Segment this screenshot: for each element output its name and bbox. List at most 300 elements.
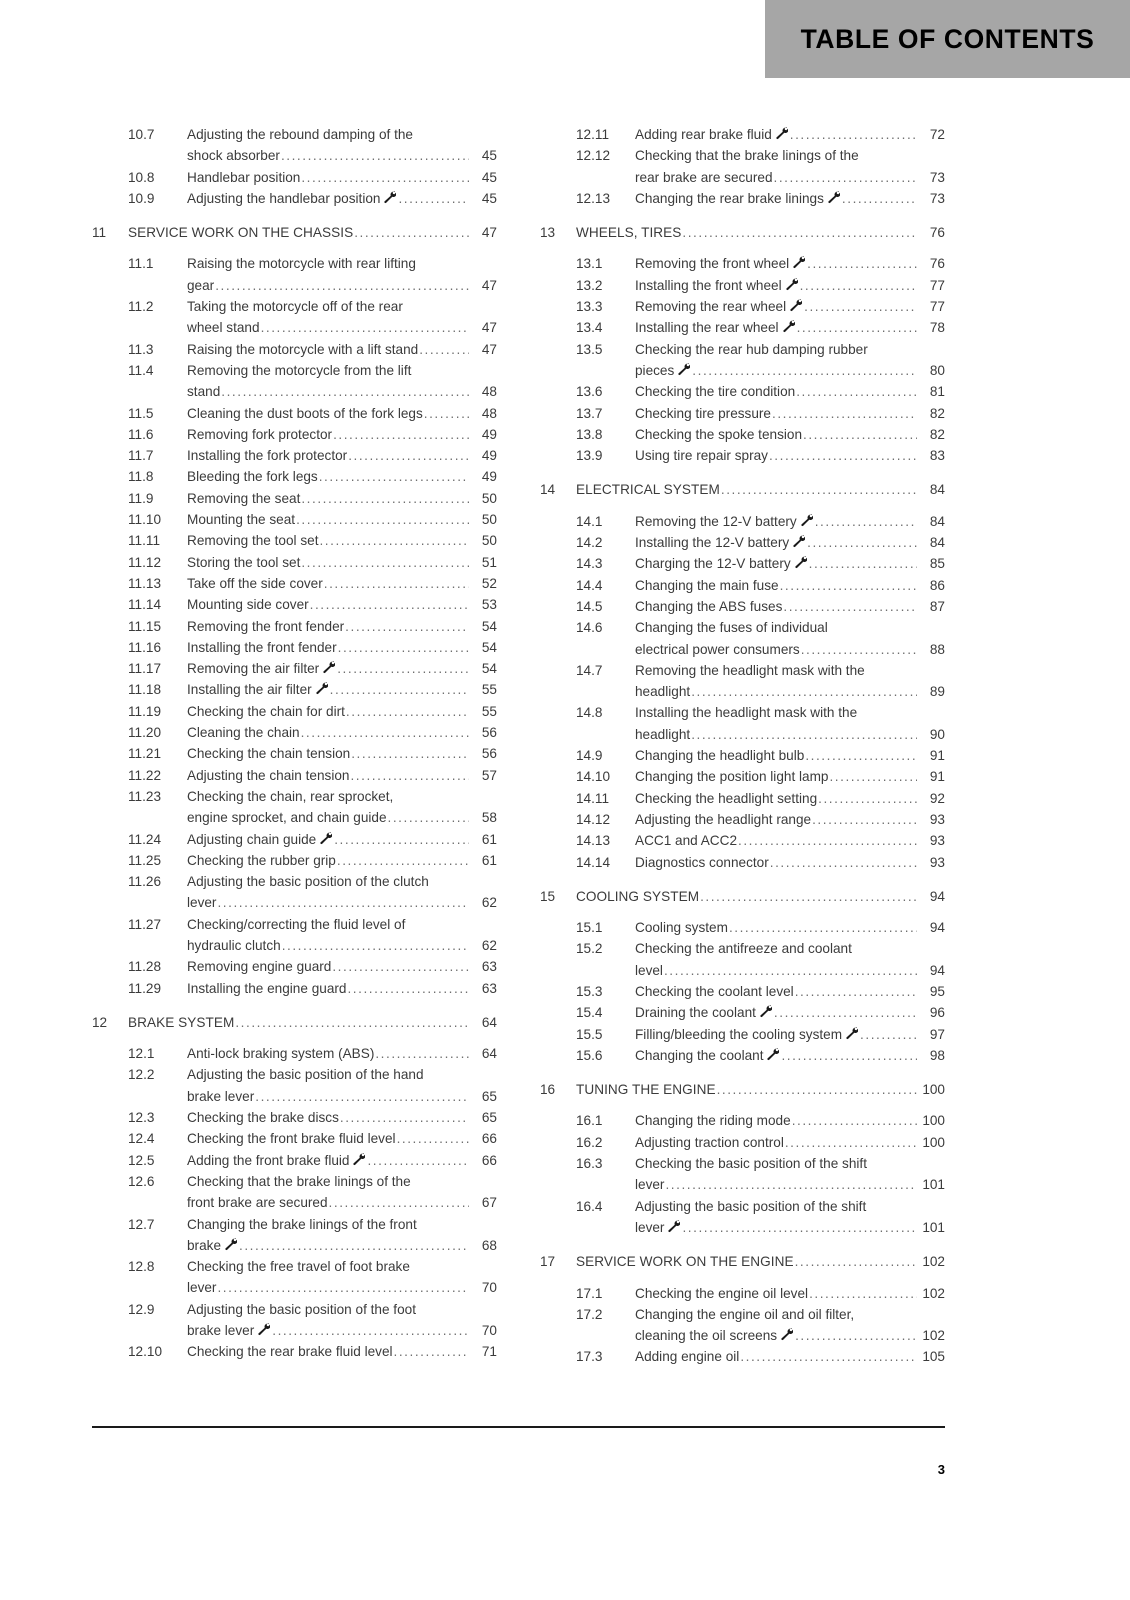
dot-leader (783, 596, 917, 617)
toc-section-entry[interactable] (92, 488, 497, 509)
dot-leader (774, 167, 917, 188)
toc-page-number: 72 (929, 127, 945, 142)
toc-entry-line (635, 511, 945, 532)
toc-entry-number: 15.5 (576, 1026, 603, 1042)
toc-section-entry[interactable] (540, 1304, 945, 1347)
toc-section-entry[interactable] (540, 1346, 945, 1367)
toc-entry-line (187, 850, 497, 871)
toc-entry-line (187, 488, 497, 509)
toc-page-number: 94 (929, 888, 945, 904)
toc-entry-line (187, 871, 497, 892)
toc-section-entry[interactable] (92, 616, 497, 637)
dot-leader (221, 381, 469, 402)
toc-section-entry[interactable] (540, 660, 945, 703)
toc-page-number: 82 (929, 405, 945, 421)
toc-entry-body (187, 124, 497, 167)
toc-page-number: 85 (929, 556, 945, 572)
toc-section-entry[interactable] (540, 788, 945, 809)
toc-section-entry[interactable] (92, 1171, 497, 1214)
toc-entry-line (635, 1153, 945, 1174)
toc-section-entry[interactable] (540, 1283, 945, 1304)
toc-entry-number: 13.9 (576, 448, 603, 464)
toc-entry-title: Raising the motorcycle with a lift stand (187, 341, 419, 357)
dot-leader (815, 511, 917, 532)
toc-chapter-entry[interactable] (540, 1079, 945, 1100)
toc-page-number: 94 (929, 962, 945, 978)
toc-page-number: 76 (929, 225, 945, 241)
dot-leader (792, 1110, 917, 1131)
toc-section-entry[interactable] (92, 914, 497, 957)
toc-section-entry[interactable] (540, 1196, 945, 1239)
toc-section-entry[interactable] (92, 722, 497, 743)
toc-section-entry[interactable] (540, 424, 945, 445)
toc-section-entry[interactable] (540, 981, 945, 1002)
toc-entry-body (635, 745, 945, 766)
toc-section-entry[interactable] (540, 830, 945, 851)
wrench-icon (845, 1027, 858, 1040)
toc-entry-number: 14.9 (576, 748, 603, 764)
toc-section-entry[interactable] (92, 552, 497, 573)
toc-entry-number: 17.3 (576, 1349, 603, 1365)
wrench-icon (322, 661, 335, 674)
toc-entry-number: 13.3 (576, 299, 603, 315)
wrench-icon (677, 363, 690, 376)
toc-entry-body (187, 1107, 497, 1128)
toc-entry-body (635, 381, 945, 402)
toc-page-number: 73 (929, 190, 945, 206)
dot-leader (809, 553, 917, 574)
toc-entry-number: 11.17 (128, 661, 162, 677)
toc-entry-number: 11.20 (128, 725, 162, 741)
toc-entry-title: lever (635, 1177, 665, 1193)
toc-entry-body (635, 1110, 945, 1131)
toc-section-entry[interactable] (92, 360, 497, 403)
toc-section-entry[interactable] (540, 766, 945, 787)
toc-entry-line (128, 1012, 497, 1033)
dot-leader (801, 639, 917, 660)
toc-section-entry[interactable] (92, 1043, 497, 1064)
toc-section-entry[interactable] (540, 1110, 945, 1131)
dot-leader (842, 188, 917, 209)
dot-leader (354, 222, 469, 243)
toc-entry-line (635, 1217, 945, 1238)
toc-section-entry[interactable] (540, 381, 945, 402)
toc-entry-line (187, 1320, 497, 1341)
toc-entry-body (635, 981, 945, 1002)
dot-leader (348, 445, 469, 466)
toc-section-entry[interactable] (92, 1128, 497, 1149)
toc-entry-line (576, 886, 945, 907)
wrench-icon (383, 191, 396, 204)
toc-entry-number: 11.21 (128, 746, 162, 762)
toc-entry-body (187, 296, 497, 339)
toc-section-entry[interactable] (92, 743, 497, 764)
toc-page-number: 56 (481, 725, 497, 741)
toc-entry-title: Changing the rear brake linings (635, 190, 824, 206)
toc-section-entry[interactable] (92, 871, 497, 914)
toc-section-entry[interactable] (540, 145, 945, 188)
toc-entry-title: cleaning the oil screens (635, 1328, 778, 1344)
toc-entry-line (187, 360, 497, 381)
toc-entry-line (187, 552, 497, 573)
toc-chapter-entry[interactable] (92, 1012, 497, 1033)
toc-entry-number: 11.1 (128, 256, 154, 272)
toc-section-entry[interactable] (540, 1045, 945, 1066)
toc-page-number: 65 (481, 1110, 497, 1126)
toc-page-number: 80 (929, 362, 945, 378)
toc-page-number: 49 (481, 469, 497, 485)
toc-entry-line (635, 1174, 945, 1195)
toc-section-entry[interactable] (540, 938, 945, 981)
toc-entry-line (187, 424, 497, 445)
toc-entry-title: TUNING THE ENGINE (576, 1082, 716, 1098)
toc-entry-line (187, 1341, 497, 1362)
toc-entry-number: 12.11 (576, 127, 610, 142)
toc-entry-body (635, 917, 945, 938)
toc-section-entry[interactable] (92, 850, 497, 871)
toc-entry-number: 14.3 (576, 556, 603, 572)
toc-entry-body (635, 702, 945, 745)
toc-entry-line (187, 743, 497, 764)
toc-entry-title: Mounting the seat (187, 512, 296, 528)
toc-section-entry[interactable] (92, 424, 497, 445)
toc-entry-number: 15.1 (576, 920, 603, 936)
toc-entry-number: 11.16 (128, 639, 162, 655)
toc-page-number: 77 (929, 277, 945, 293)
toc-entry-body (187, 914, 497, 957)
toc-section-entry[interactable] (92, 296, 497, 339)
dot-leader (419, 339, 469, 360)
toc-section-entry[interactable] (540, 1132, 945, 1153)
toc-section-entry[interactable] (540, 702, 945, 745)
toc-page-number: 58 (481, 810, 497, 826)
toc-entry-title: Changing the headlight bulb (635, 748, 805, 764)
toc-entry-line (187, 253, 497, 274)
toc-chapter-entry[interactable] (92, 222, 497, 243)
toc-entry-body (187, 1214, 497, 1257)
toc-section-entry[interactable] (92, 658, 497, 679)
toc-entry-title: Adjusting the basic position of the shift (635, 1198, 867, 1214)
toc-entry-title: Removing the air filter (187, 661, 320, 677)
toc-page-number: 66 (481, 1131, 497, 1147)
toc-section-entry[interactable] (92, 1064, 497, 1107)
toc-entry-number: 12.4 (128, 1131, 155, 1147)
toc-entry-number: 14.4 (576, 577, 603, 593)
toc-entry-line (187, 1171, 497, 1192)
toc-entry-body (635, 596, 945, 617)
toc-section-entry[interactable] (540, 1002, 945, 1023)
toc-section-entry[interactable] (540, 745, 945, 766)
dot-leader (790, 124, 917, 145)
toc-page-number: 93 (929, 811, 945, 827)
toc-entry-line (576, 222, 945, 243)
toc-entry-line (635, 575, 945, 596)
toc-section-entry[interactable] (92, 765, 497, 786)
toc-page-number: 71 (481, 1344, 497, 1360)
toc-entry-title: Cleaning the chain (187, 725, 300, 741)
toc-entry-title: electrical power consumers (635, 641, 800, 657)
toc-page-number: 86 (929, 577, 945, 593)
toc-entry-line (635, 1132, 945, 1153)
dot-leader (738, 830, 917, 851)
dot-leader (338, 637, 469, 658)
toc-entry-body (635, 339, 945, 382)
wrench-icon (792, 256, 805, 269)
toc-entry-line (187, 914, 497, 935)
toc-entry-body (187, 530, 497, 551)
toc-entry-body (187, 616, 497, 637)
toc-section-entry[interactable] (540, 188, 945, 209)
toc-section-entry[interactable] (540, 445, 945, 466)
toc-page-number: 84 (929, 482, 945, 498)
toc-section-entry[interactable] (92, 124, 497, 167)
toc-entry-title: brake (187, 1237, 222, 1253)
toc-entry-title: Checking the brake discs (187, 1110, 339, 1126)
toc-page-number: 63 (481, 980, 497, 996)
toc-entry-title: pieces (635, 362, 675, 378)
toc-entry-title: Adjusting chain guide (187, 831, 317, 847)
toc-entry-line (187, 466, 497, 487)
toc-entry-line (635, 809, 945, 830)
wrench-icon (782, 320, 795, 333)
toc-entry-line (635, 981, 945, 1002)
toc-section-entry[interactable] (92, 956, 497, 977)
toc-section-entry[interactable] (540, 317, 945, 338)
toc-section-entry[interactable] (540, 532, 945, 553)
toc-entry-body (576, 886, 945, 907)
toc-entry-line (187, 339, 497, 360)
dot-leader (340, 1107, 469, 1128)
dot-leader (281, 145, 469, 166)
toc-entry-line (635, 745, 945, 766)
toc-entry-line (635, 660, 945, 681)
dot-leader (282, 935, 469, 956)
dot-leader (774, 1002, 917, 1023)
toc-entry-body (187, 466, 497, 487)
toc-entry-body (187, 1256, 497, 1299)
dot-leader (785, 1132, 917, 1153)
toc-section-entry[interactable] (92, 679, 497, 700)
toc-section-entry[interactable] (92, 594, 497, 615)
toc-entry-body (187, 488, 497, 509)
toc-section-entry[interactable] (92, 1107, 497, 1128)
toc-page-number: 66 (481, 1152, 497, 1168)
toc-entry-title: Using tire repair spray (635, 448, 768, 464)
toc-entry-title: Checking the antifreeze and coolant (635, 941, 852, 957)
toc-section-entry[interactable] (540, 253, 945, 274)
dot-leader (255, 1086, 469, 1107)
wrench-icon (775, 127, 788, 140)
toc-page-number: 64 (481, 1046, 497, 1062)
toc-entry-body (187, 167, 497, 188)
toc-section-entry[interactable] (540, 296, 945, 317)
toc-entry-number: 10.9 (128, 190, 155, 206)
toc-entry-line (187, 956, 497, 977)
dot-leader (296, 509, 469, 530)
toc-page-number: 57 (481, 767, 497, 783)
toc-chapter-entry[interactable] (540, 886, 945, 907)
toc-section-entry[interactable] (92, 530, 497, 551)
toc-page-number: 70 (481, 1323, 497, 1339)
toc-section-entry[interactable] (540, 596, 945, 617)
toc-entry-line (187, 786, 497, 807)
dot-leader (781, 1045, 917, 1066)
dot-leader (217, 892, 469, 913)
toc-entry-body (635, 938, 945, 981)
toc-section-entry[interactable] (540, 917, 945, 938)
toc-entry-line (635, 445, 945, 466)
toc-page-number: 49 (481, 426, 497, 442)
dot-leader (665, 1174, 917, 1195)
toc-entry-body (128, 1012, 497, 1033)
toc-section-entry[interactable] (92, 637, 497, 658)
toc-entry-number: 11.4 (128, 362, 154, 378)
toc-page-number: 82 (929, 426, 945, 442)
toc-section-entry[interactable] (540, 553, 945, 574)
toc-entry-number: 12.7 (128, 1216, 155, 1232)
toc-column-right (540, 124, 945, 1368)
dot-leader (829, 766, 917, 787)
toc-section-entry[interactable] (540, 575, 945, 596)
toc-entry-body (187, 253, 497, 296)
toc-entry-body (576, 479, 945, 500)
toc-section-entry[interactable] (92, 466, 497, 487)
toc-entry-title: level (635, 962, 663, 978)
toc-entry-line (635, 532, 945, 553)
dot-leader (319, 530, 469, 551)
toc-section-entry[interactable] (92, 573, 497, 594)
toc-section-entry[interactable] (540, 1153, 945, 1196)
toc-entry-title: Checking the spoke tension (635, 426, 803, 442)
toc-entry-title: brake lever (187, 1088, 255, 1104)
toc-chapter-entry[interactable] (540, 222, 945, 243)
toc-entry-number: 11.15 (128, 618, 162, 634)
toc-entry-body (187, 360, 497, 403)
toc-section-entry[interactable] (92, 1341, 497, 1362)
toc-entry-line (635, 639, 945, 660)
toc-entry-title: Changing the coolant (635, 1047, 764, 1063)
dot-leader (301, 167, 469, 188)
toc-section-entry[interactable] (540, 1024, 945, 1045)
toc-entry-number: 10.7 (128, 127, 155, 142)
toc-section-entry[interactable] (92, 509, 497, 530)
toc-entry-title: Checking the tire condition (635, 384, 796, 400)
dot-leader (350, 765, 469, 786)
toc-section-entry[interactable] (540, 124, 945, 145)
toc-entry-title: Removing the front wheel (635, 256, 790, 272)
toc-entry-number: 13.1 (576, 256, 603, 272)
toc-section-entry[interactable] (92, 978, 497, 999)
toc-section-entry[interactable] (92, 1150, 497, 1171)
toc-page-number: 48 (481, 405, 497, 421)
toc-entry-title: Adding rear brake fluid (635, 127, 772, 142)
toc-section-entry[interactable] (540, 339, 945, 382)
toc-entry-number: 14.12 (576, 811, 611, 827)
toc-section-entry[interactable] (540, 852, 945, 873)
toc-entry-number: 11.26 (128, 874, 162, 890)
toc-entry-title: stand (187, 384, 221, 400)
toc-entry-line (635, 724, 945, 745)
toc-section-entry[interactable] (540, 617, 945, 660)
toc-section-entry[interactable] (540, 275, 945, 296)
dot-leader (397, 1128, 469, 1149)
toc-entry-line (635, 766, 945, 787)
toc-section-entry[interactable] (540, 511, 945, 532)
toc-section-entry[interactable] (92, 167, 497, 188)
toc-section-entry[interactable] (92, 339, 497, 360)
toc-entry-title: Installing the air filter (187, 682, 312, 698)
toc-entry-body (635, 296, 945, 317)
toc-entry-line (635, 145, 945, 166)
toc-entry-number: 11.14 (128, 597, 162, 613)
toc-section-entry[interactable] (92, 701, 497, 722)
toc-entry-number: 11.6 (128, 426, 154, 442)
toc-entry-body (635, 1045, 945, 1066)
toc-entry-body (187, 743, 497, 764)
toc-entry-title: Storing the tool set (187, 554, 301, 570)
toc-section-entry[interactable] (92, 1256, 497, 1299)
toc-entry-body (635, 1002, 945, 1023)
toc-section-entry[interactable] (92, 188, 497, 209)
toc-section-entry[interactable] (92, 403, 497, 424)
dot-leader (334, 829, 469, 850)
toc-section-entry[interactable] (540, 403, 945, 424)
dot-leader (398, 188, 469, 209)
toc-entry-line (635, 830, 945, 851)
wrench-icon (224, 1238, 237, 1251)
toc-entry-title: lever (187, 1280, 217, 1296)
toc-page-number: 50 (481, 512, 497, 528)
toc-entry-title: Adjusting the headlight range (635, 811, 812, 827)
toc-entry-number: 12.12 (576, 148, 611, 164)
toc-page-number: 47 (481, 225, 497, 241)
toc-section-entry[interactable] (92, 829, 497, 850)
toc-section-entry[interactable] (92, 445, 497, 466)
toc-section-entry[interactable] (92, 1214, 497, 1257)
toc-page-number: 97 (929, 1026, 945, 1042)
dot-leader (310, 594, 469, 615)
toc-entry-line (187, 1235, 497, 1256)
toc-entry-body (187, 1128, 497, 1149)
dot-leader (795, 1251, 917, 1272)
toc-entry-body (635, 1196, 945, 1239)
toc-section-entry[interactable] (92, 1299, 497, 1342)
toc-entry-line (187, 616, 497, 637)
toc-entry-line (187, 1128, 497, 1149)
toc-entry-number: 13.2 (576, 277, 603, 293)
toc-columns (92, 124, 945, 1368)
toc-entry-number: 15.4 (576, 1005, 603, 1021)
dot-leader (796, 381, 917, 402)
toc-chapter-entry[interactable] (540, 1251, 945, 1272)
toc-entry-body (187, 701, 497, 722)
toc-entry-number: 11.22 (128, 767, 162, 783)
toc-section-entry[interactable] (92, 786, 497, 829)
toc-section-entry[interactable] (92, 253, 497, 296)
toc-entry-line (187, 188, 497, 209)
toc-page-number: 50 (481, 490, 497, 506)
toc-entry-title: headlight (635, 726, 691, 742)
toc-page-number: 61 (481, 831, 497, 847)
dot-leader (772, 403, 917, 424)
dot-leader (800, 275, 917, 296)
toc-page-number: 47 (481, 277, 497, 293)
toc-chapter-entry[interactable] (540, 479, 945, 500)
toc-entry-line (635, 296, 945, 317)
toc-entry-title: rear brake are secured (635, 169, 773, 185)
toc-section-entry[interactable] (540, 809, 945, 830)
toc-entry-number: 11.2 (128, 299, 154, 315)
